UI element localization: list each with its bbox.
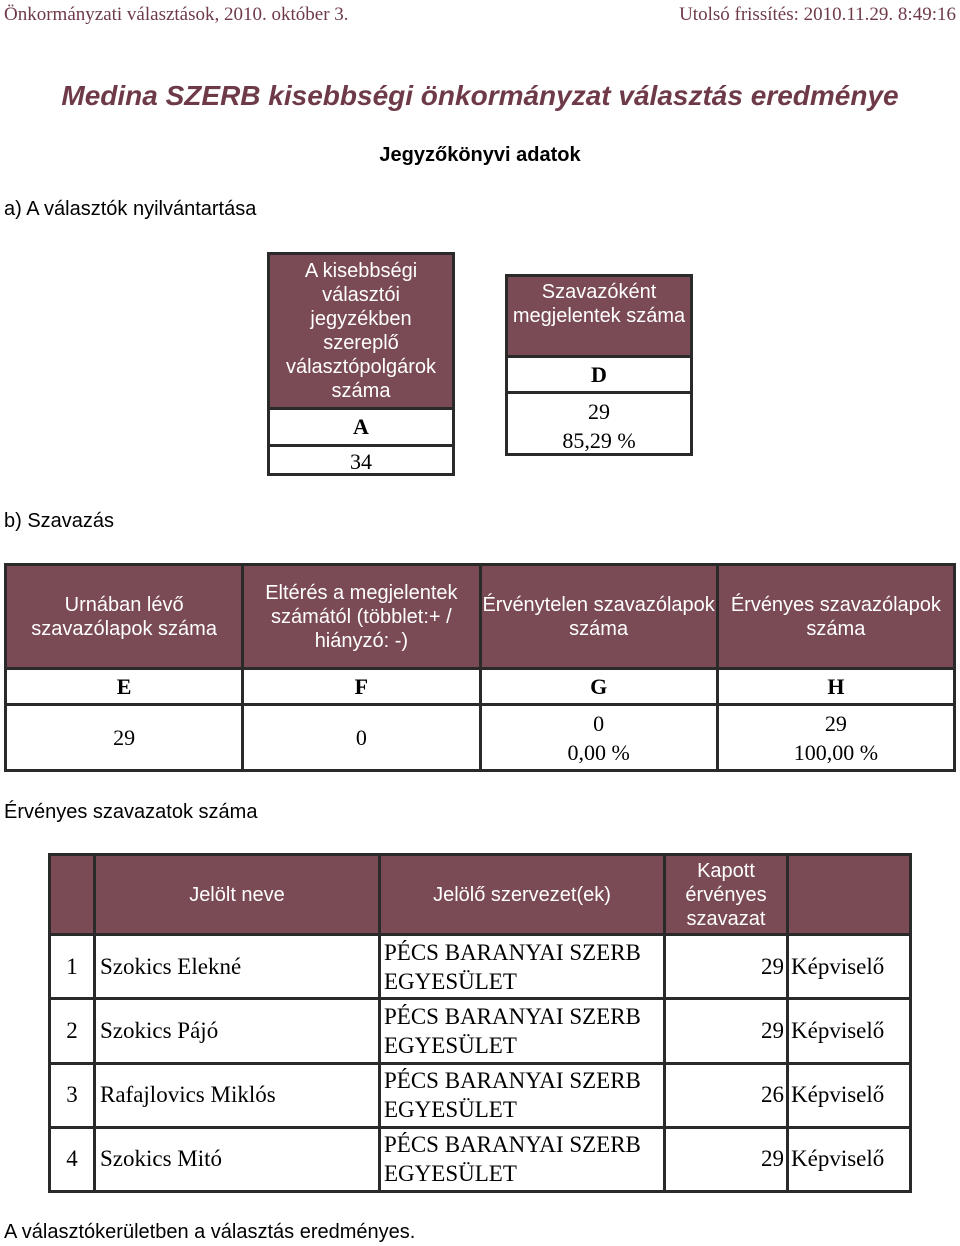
table-row <box>50 1127 911 1191</box>
candidate-organization: PÉCS BARANYAI SZERB EGYESÜLET <box>380 935 665 999</box>
candidate-status: Képviselő <box>788 999 911 1063</box>
valid-ballots-header: Érvényes szavazólapok száma <box>717 565 954 669</box>
candidate-organization: PÉCS BARANYAI SZERB EGYESÜLET <box>380 1127 665 1191</box>
difference-header: Eltérés a megjelentek számától (többlet:+ / hiányzó: -) <box>243 565 480 669</box>
voting-table <box>4 563 956 772</box>
voters-present-header: Szavazóként megjelentek száma <box>508 277 690 355</box>
voters-present-letter: D <box>508 355 690 391</box>
ballots-in-urn-letter: E <box>6 669 243 705</box>
row-number: 4 <box>50 1127 95 1191</box>
voters-present-value: 29 <box>588 399 610 424</box>
invalid-ballots-value: 0 <box>593 710 605 736</box>
candidate-votes: 26 <box>665 1063 788 1127</box>
results-num-header <box>50 855 95 935</box>
difference-value: 0 <box>243 705 480 771</box>
candidate-name: Szokics Mitó <box>95 1127 380 1191</box>
candidate-status: Képviselő <box>788 1063 911 1127</box>
voters-present-table <box>505 274 693 456</box>
result-statement: A választókerületben a választás eredményes. <box>4 1221 416 1243</box>
table-row <box>50 1063 911 1127</box>
row-number: 3 <box>50 1063 95 1127</box>
section-b-heading: b) Szavazás <box>4 510 115 532</box>
invalid-ballots-cell <box>480 705 717 771</box>
valid-ballots-value: 29 <box>824 710 847 736</box>
difference-letter: F <box>243 669 480 705</box>
candidate-status: Képviselő <box>788 1127 911 1191</box>
candidate-status: Képviselő <box>788 935 911 999</box>
ballots-in-urn-header: Urnában lévő szavazólapok száma <box>6 565 243 669</box>
registered-voters-letter: A <box>270 407 452 444</box>
invalid-ballots-percent: 0,00 % <box>567 739 630 765</box>
candidate-organization: PÉCS BARANYAI SZERB EGYESÜLET <box>380 1063 665 1127</box>
candidate-votes: 29 <box>665 1127 788 1191</box>
results-table <box>48 853 912 1193</box>
candidate-votes: 29 <box>665 935 788 999</box>
valid-votes-heading: Érvényes szavazatok száma <box>4 801 258 823</box>
organization-header: Jelölő szervezet(ek) <box>380 855 665 935</box>
candidate-name: Szokics Elekné <box>95 935 380 999</box>
election-date-header: Önkormányzati választások, 2010. október 3. <box>4 4 349 25</box>
candidate-name-header: Jelölt neve <box>95 855 380 935</box>
row-number: 2 <box>50 999 95 1063</box>
page-title: Medina SZERB kisebbségi önkormányzat választás eredménye <box>61 80 899 111</box>
valid-ballots-cell <box>717 705 954 771</box>
row-number: 1 <box>50 935 95 999</box>
page-subtitle: Jegyzőkönyvi adatok <box>379 144 581 166</box>
candidate-name: Rafajlovics Miklós <box>95 1063 380 1127</box>
voters-present-values <box>508 391 690 455</box>
candidate-votes: 29 <box>665 999 788 1063</box>
section-a-heading: a) A választók nyilvántartása <box>4 198 257 220</box>
registered-voters-value: 34 <box>270 444 452 477</box>
ballots-in-urn-value: 29 <box>6 705 243 771</box>
candidate-name: Szokics Pájó <box>95 999 380 1063</box>
invalid-ballots-header: Érvénytelen szavazólapok száma <box>480 565 717 669</box>
registered-voters-table <box>267 252 455 476</box>
votes-header: Kapott érvényes szavazat <box>665 855 788 935</box>
last-update-header: Utolsó frissítés: 2010.11.29. 8:49:16 <box>679 4 956 25</box>
valid-ballots-letter: H <box>717 669 954 705</box>
table-row <box>50 999 911 1063</box>
registered-voters-header: A kisebbségi választói jegyzékben szereplő választópolgárok száma <box>270 255 452 407</box>
status-header <box>788 855 911 935</box>
valid-ballots-percent: 100,00 % <box>793 739 879 765</box>
voters-present-percent: 85,29 % <box>562 428 636 453</box>
candidate-organization: PÉCS BARANYAI SZERB EGYESÜLET <box>380 999 665 1063</box>
invalid-ballots-letter: G <box>480 669 717 705</box>
table-row <box>50 935 911 999</box>
